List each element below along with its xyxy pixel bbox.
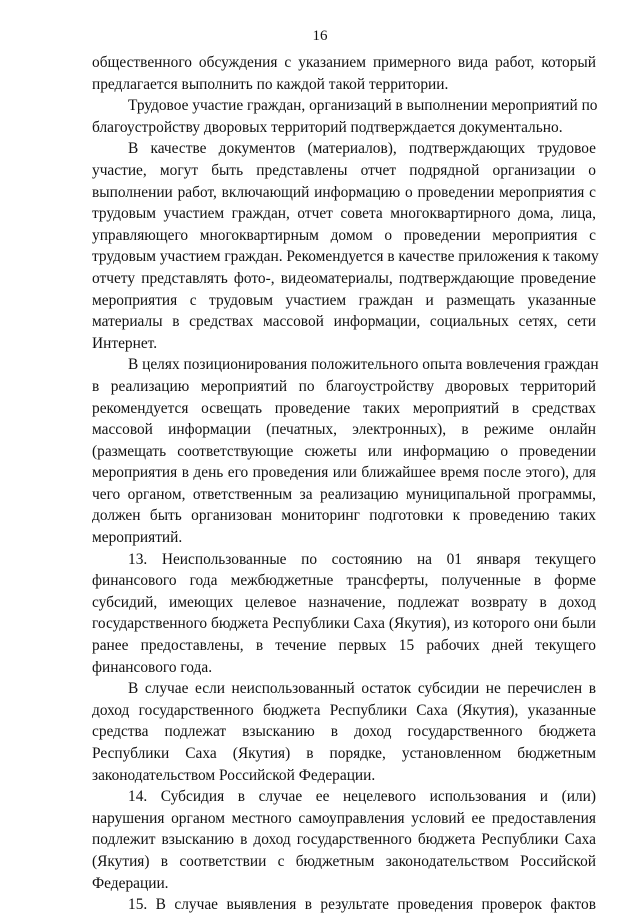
text-line: мероприятия в день его проведения или ближайшее время после этого), для (92, 464, 596, 482)
text-line: подлежит взысканию в доход государственного бюджета Республики Саха (92, 831, 596, 849)
text-line: 14. Субсидия в случае ее нецелевого использования и (или) (128, 788, 596, 806)
text-line: финансового года межбюджетные трансферты, полученные в форме (92, 572, 596, 590)
text-line: управляющего многоквартирным домом о проведении мероприятия с (92, 226, 596, 244)
paragraph (92, 95, 596, 138)
text-line: рекомендуется освещать проведение таких мероприятий в средствах (92, 399, 596, 417)
text-line: участие, могут быть представлены отчет подрядной организации о (92, 161, 596, 179)
paragraph (92, 138, 599, 354)
text-line: субсидий, имеющих целевое назначение, подлежат возврату в доход (92, 593, 596, 611)
document-body (92, 52, 599, 916)
text-line: 15. В случае выявления в результате проведения проверок фактов (128, 896, 596, 914)
text-line: мероприятия с трудовым участием граждан и размещать указанные (92, 291, 596, 309)
paragraph (92, 678, 596, 786)
text-line: в реализацию мероприятий по благоустройству дворовых территорий (92, 377, 596, 395)
text-line: материалы в средствах массовой информации, социальных сетях, сети (92, 313, 596, 331)
text-line: выполнении работ, включающий информацию о проведении мероприятия с (92, 183, 596, 201)
text-line: трудовым участием граждан, отчет совета многоквартирного дома, лица, (92, 205, 596, 223)
text-line: В качестве документов (материалов), подтверждающих трудовое (128, 140, 596, 158)
text-line: чего органом, ответственным за реализацию муниципальной программы, (92, 485, 596, 503)
text-line: благоустройству дворовых территорий подтверждается документально. (92, 118, 563, 136)
page-number: 16 (312, 28, 328, 44)
paragraph (92, 52, 596, 95)
text-line: законодательством Российской Федерации. (92, 766, 376, 784)
text-line: доход государственного бюджета Республики Саха (Якутия), указанные (92, 701, 596, 719)
text-line: Интернет. (92, 334, 158, 352)
text-line: финансового года. (92, 658, 213, 676)
text-line: трудовым участием граждан. Рекомендуется в качестве приложения к такому (92, 248, 599, 266)
text-line: Федерации. (92, 874, 169, 892)
text-line: (Якутия) в соответствии с бюджетным законодательством Российской (92, 852, 596, 870)
text-line: государственного бюджета Республики Саха (Якутия), из которого они были (92, 615, 596, 633)
paragraph (92, 786, 596, 894)
text-line: массовой информации (печатных, электронных), в режиме онлайн (92, 421, 596, 439)
text-line: нарушения органом местного самоуправления условий ее предоставления (92, 809, 596, 827)
text-line: В случае если неиспользованный остаток субсидии не перечислен в (128, 680, 596, 698)
text-line: мероприятий. (92, 529, 183, 547)
text-line: общественного обсуждения с указанием примерного вида работ, который (92, 54, 596, 71)
text-line: должен быть организован мониторинг подготовки к проведению таких (92, 507, 596, 525)
text-line: В целях позиционирования положительного опыта вовлечения граждан (128, 356, 599, 374)
text-line: 13. Неиспользованные по состоянию на 01 января текущего (128, 550, 596, 568)
paragraph (92, 354, 599, 548)
text-line: Трудовое участие граждан, организаций в выполнении мероприятий по (128, 97, 598, 115)
text-line: отчету представлять фото-, видеоматериалы, подтверждающие проведение (92, 269, 596, 287)
text-line: предлагается выполнить по каждой такой территории. (92, 75, 449, 93)
text-line: средства подлежат взысканию в доход государственного бюджета (92, 723, 596, 741)
text-line: Республики Саха (Якутия) в порядке, установленном бюджетным (92, 745, 596, 762)
text-line: (размещать соответствующие сюжеты или информацию о проведении (92, 442, 596, 460)
paragraph (92, 549, 596, 679)
text-line: ранее предоставлены, в течение первых 15 рабочих дней текущего (92, 637, 596, 655)
